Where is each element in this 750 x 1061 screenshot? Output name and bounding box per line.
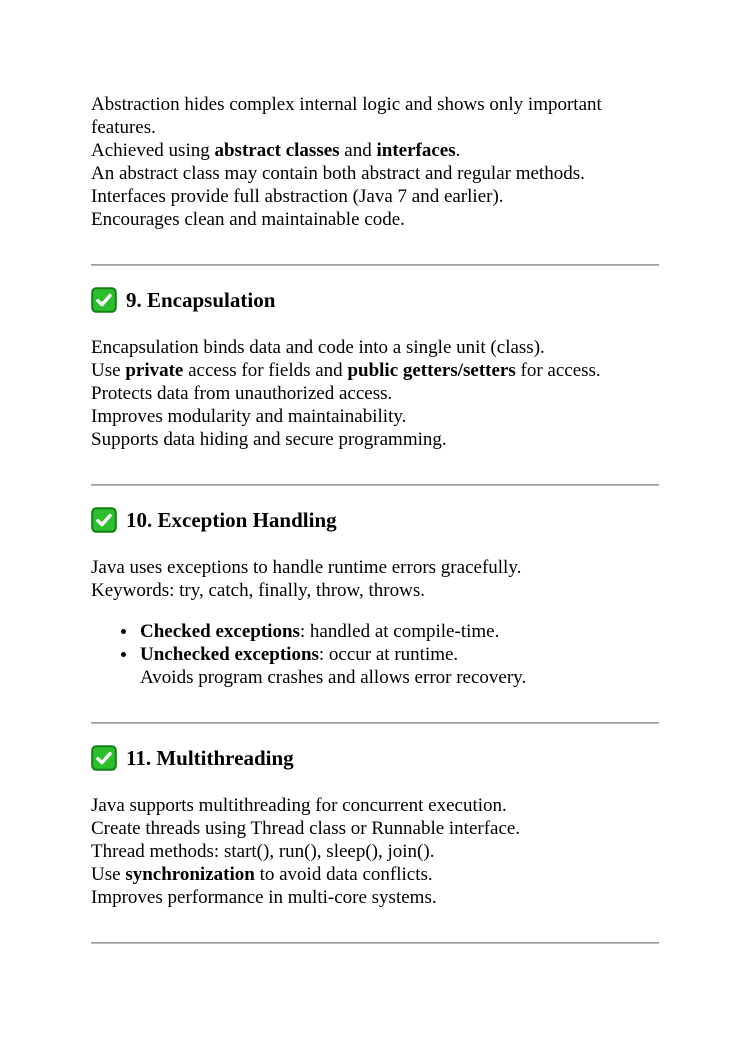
- text-line: [91, 840, 659, 863]
- text-line: [91, 93, 659, 116]
- text-line: [91, 863, 659, 886]
- section-heading: [91, 745, 659, 771]
- text-line: [91, 208, 659, 231]
- text: Create threads using Thread class or Runnable interface.: [91, 818, 521, 839]
- text-line: [91, 185, 659, 208]
- text: Encourages clean and maintainable code.: [91, 209, 405, 230]
- text-line: [91, 336, 659, 359]
- section-divider: [91, 722, 659, 724]
- text-line: [91, 139, 659, 162]
- bold-text: synchronization: [125, 864, 255, 885]
- text: An abstract class may contain both abstract and regular methods.: [91, 163, 585, 184]
- section-divider: [91, 942, 659, 944]
- text: Improves performance in multi-core systems.: [91, 887, 437, 908]
- text-line: [91, 405, 659, 428]
- text: for access.: [515, 360, 601, 381]
- text: Encapsulation binds data and code into a single unit (class).: [91, 337, 545, 358]
- check-mark-icon: [91, 745, 117, 771]
- paragraph: [91, 336, 659, 451]
- text-line: [140, 643, 659, 666]
- text-line: [91, 116, 659, 139]
- bold-text: Checked exceptions: [140, 621, 300, 642]
- text: Supports data hiding and secure programming.: [91, 429, 447, 450]
- bold-text: private: [125, 360, 184, 381]
- text: Protects data from unauthorized access.: [91, 383, 393, 404]
- section-heading: [91, 507, 659, 533]
- text-line: [91, 556, 659, 579]
- check-mark-icon: [91, 287, 117, 313]
- text-line: [91, 579, 659, 602]
- text: : handled at compile-time.: [299, 621, 500, 642]
- text-line: [91, 428, 659, 451]
- bold-text: Unchecked exceptions: [140, 644, 319, 665]
- text: Achieved using: [91, 140, 215, 161]
- document-content: [91, 93, 659, 944]
- text: Avoids program crashes and allows error recovery.: [140, 667, 527, 688]
- text-line: [91, 817, 659, 840]
- section-heading-text: 10. Exception Handling: [126, 508, 337, 532]
- section-heading-text: 11. Multithreading: [126, 746, 294, 770]
- text: Use: [91, 864, 126, 885]
- text: Interfaces provide full abstraction (Java 7 and earlier).: [91, 186, 504, 207]
- paragraph: [91, 556, 659, 602]
- text: access for fields and: [183, 360, 348, 381]
- text-line: [140, 620, 659, 643]
- section-heading: [91, 287, 659, 313]
- bold-text: interfaces: [376, 140, 456, 161]
- text: Thread methods: start(), run(), sleep(), join().: [91, 841, 435, 862]
- text: Use: [91, 360, 126, 381]
- list-item: [91, 643, 659, 689]
- check-mark-icon: [91, 507, 117, 533]
- text: and: [339, 140, 377, 161]
- section-divider: [91, 484, 659, 486]
- text: Improves modularity and maintainability.: [91, 406, 407, 427]
- paragraph: [91, 794, 659, 909]
- text: Java supports multithreading for concurrent execution.: [91, 795, 507, 816]
- text-line: [91, 794, 659, 817]
- bullet-list: [91, 620, 659, 689]
- text-line: [91, 886, 659, 909]
- text: features.: [91, 117, 156, 138]
- list-item: [91, 620, 659, 643]
- text: .: [455, 140, 461, 161]
- text: Keywords: try, catch, finally, throw, throws.: [91, 580, 426, 601]
- text-line: [91, 162, 659, 185]
- bold-text: abstract classes: [214, 140, 340, 161]
- text-line: [91, 382, 659, 405]
- section-divider: [91, 264, 659, 266]
- text: Abstraction hides complex internal logic and shows only important: [91, 94, 602, 115]
- section-heading-text: 9. Encapsulation: [126, 288, 276, 312]
- text: to avoid data conflicts.: [254, 864, 433, 885]
- bold-text: public getters/setters: [347, 360, 516, 381]
- text: Java uses exceptions to handle runtime errors gracefully.: [91, 557, 522, 578]
- text-line: [91, 359, 659, 382]
- text: : occur at runtime.: [318, 644, 459, 665]
- text-line: [140, 666, 659, 689]
- paragraph: [91, 93, 659, 231]
